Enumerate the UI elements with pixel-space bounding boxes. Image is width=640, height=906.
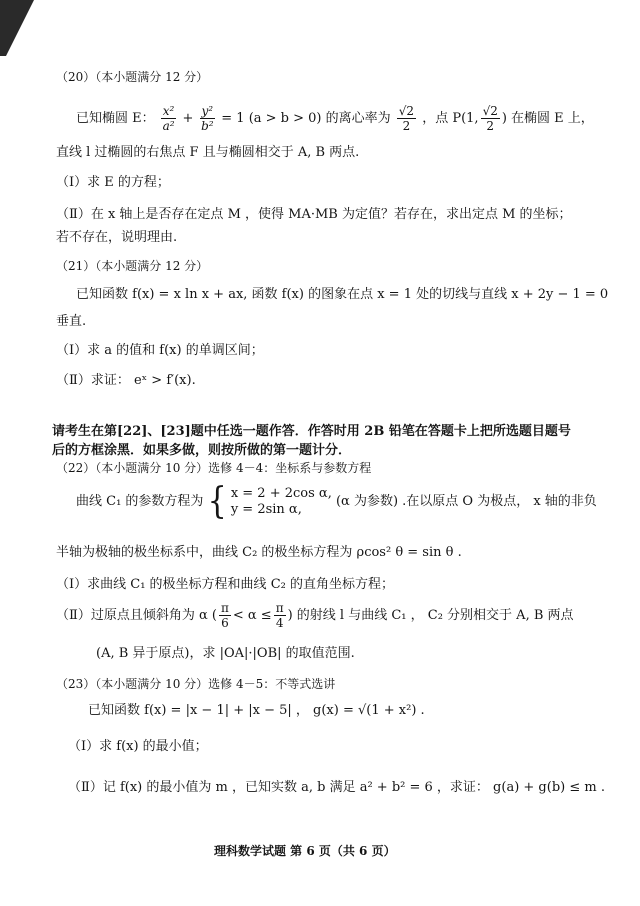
eccentricity-fraction: $\frac{√2}{2}$ [398,104,415,133]
parametric-system [231,486,332,518]
q23-header: （23）（本小题满分 10 分）选修 4－5：不等式选讲 [56,677,336,691]
q21-part1: （Ⅰ）求 a 的值和 f(x) 的单调区间； [56,343,264,358]
q20-stem [76,99,594,139]
pi-over-6: $\frac{\pi}{6}$ [220,601,229,630]
alpha-range: < α ≤ [232,608,272,623]
selection-notice-line2: 后的方框涂黑．如果多做，则按所做的第一题计分． [52,443,352,458]
system-brace: { [207,479,227,522]
q20-part1: （Ⅰ）求 E 的方程； [56,175,170,190]
q21-header: （21）（本小题满分 12 分） [56,259,209,273]
q22-part2-b: ) 的射线 l 与曲线 C₁ ， C₂ 分别相交于 A, B 两点 [287,608,574,623]
selection-notice-line1: 请考生在第[22]、[23]题中任选一题作答．作答时用 2B 铅笔在答题卡上把所选题目题号 [52,424,571,439]
page-footer: 理科数学试题 第 6 页（共 6 页） [214,844,396,858]
q23-part2: （Ⅱ）记 f(x) 的最小值为 m ，已知实数 a, b 满足 a² + b² = 6 ，求证： g(a) + g(b) ≤ m . [68,780,605,795]
ellipse-plus: + [182,111,194,126]
ellipse-y-term: $\frac{\text{y²}}{\text{b²}}$ [201,104,214,133]
q22-stem [76,479,597,522]
q20-part2-cont: 若不存在，说明理由. [56,230,178,245]
q22-part2-a: （Ⅱ）过原点且倾斜角为 α ( [56,608,217,623]
q20-header: （20）（本小题满分 12 分） [56,70,209,84]
q22-stem-b: (α 为参数) .在以原点 O 为极点， x 轴的非负 [335,494,597,509]
parametric-eq-x: x = 2 + 2cos α, [230,485,332,501]
q22-line2: 半轴为极轴的极坐标系中，曲线 C₂ 的极坐标方程为 ρcos² θ = sin θ . [56,545,462,560]
q22-part2-cont: (A, B 异于原点)，求 |OA|·|OB| 的取值范围. [96,646,355,661]
q21-stem: 已知函数 f(x) = x ln x + ax, 函数 f(x) 的图象在点 x = 1 处的切线与直线 x + 2y − 1 = 0 [76,287,609,302]
pi-over-4: $\frac{\pi}{4}$ [275,601,284,630]
q22-part2 [56,598,574,634]
q20-line2: 直线 l 过椭圆的右焦点 F 且与椭圆相交于 A, B 两点. [56,145,360,160]
ellipse-x-term: $\frac{\text{x²}}{\text{a²}}$ [162,104,175,133]
q22-stem-a: 曲线 C₁ 的参数方程为 [76,494,204,509]
q22-part1: （Ⅰ）求曲线 C₁ 的极坐标方程和曲线 C₂ 的直角坐标方程； [56,577,394,592]
q21-part2: （Ⅱ）求证： eˣ > f′(x). [56,373,196,388]
point-tail: ) 在椭圆 E 上， [501,111,594,126]
q23-part1: （Ⅰ）求 f(x) 的最小值； [68,739,208,754]
q23-stem: 已知函数 f(x) = |x − 1| + |x − 5| ， g(x) = √(1 + x²) . [88,703,425,718]
parametric-eq-y: y = 2sin α, [230,501,302,517]
ellipse-rest: = 1 (a > b > 0) 的离心率为 [221,111,391,126]
point-text: ，点 P(1, [422,111,479,126]
point-fraction: $\frac{√2}{2}$ [482,104,498,133]
q21-stem-cont: 垂直. [56,314,87,329]
q20-stem-a: 已知椭圆 E： [76,111,155,126]
q20-part2: （Ⅱ）在 x 轴上是否存在定点 M ，使得 MA·MB 为定值？若存在，求出定点 M 的坐标； [56,207,572,222]
scan-corner-mark [0,0,40,60]
q22-header: （22）（本小题满分 10 分）选修 4－4：坐标系与参数方程 [56,461,372,475]
